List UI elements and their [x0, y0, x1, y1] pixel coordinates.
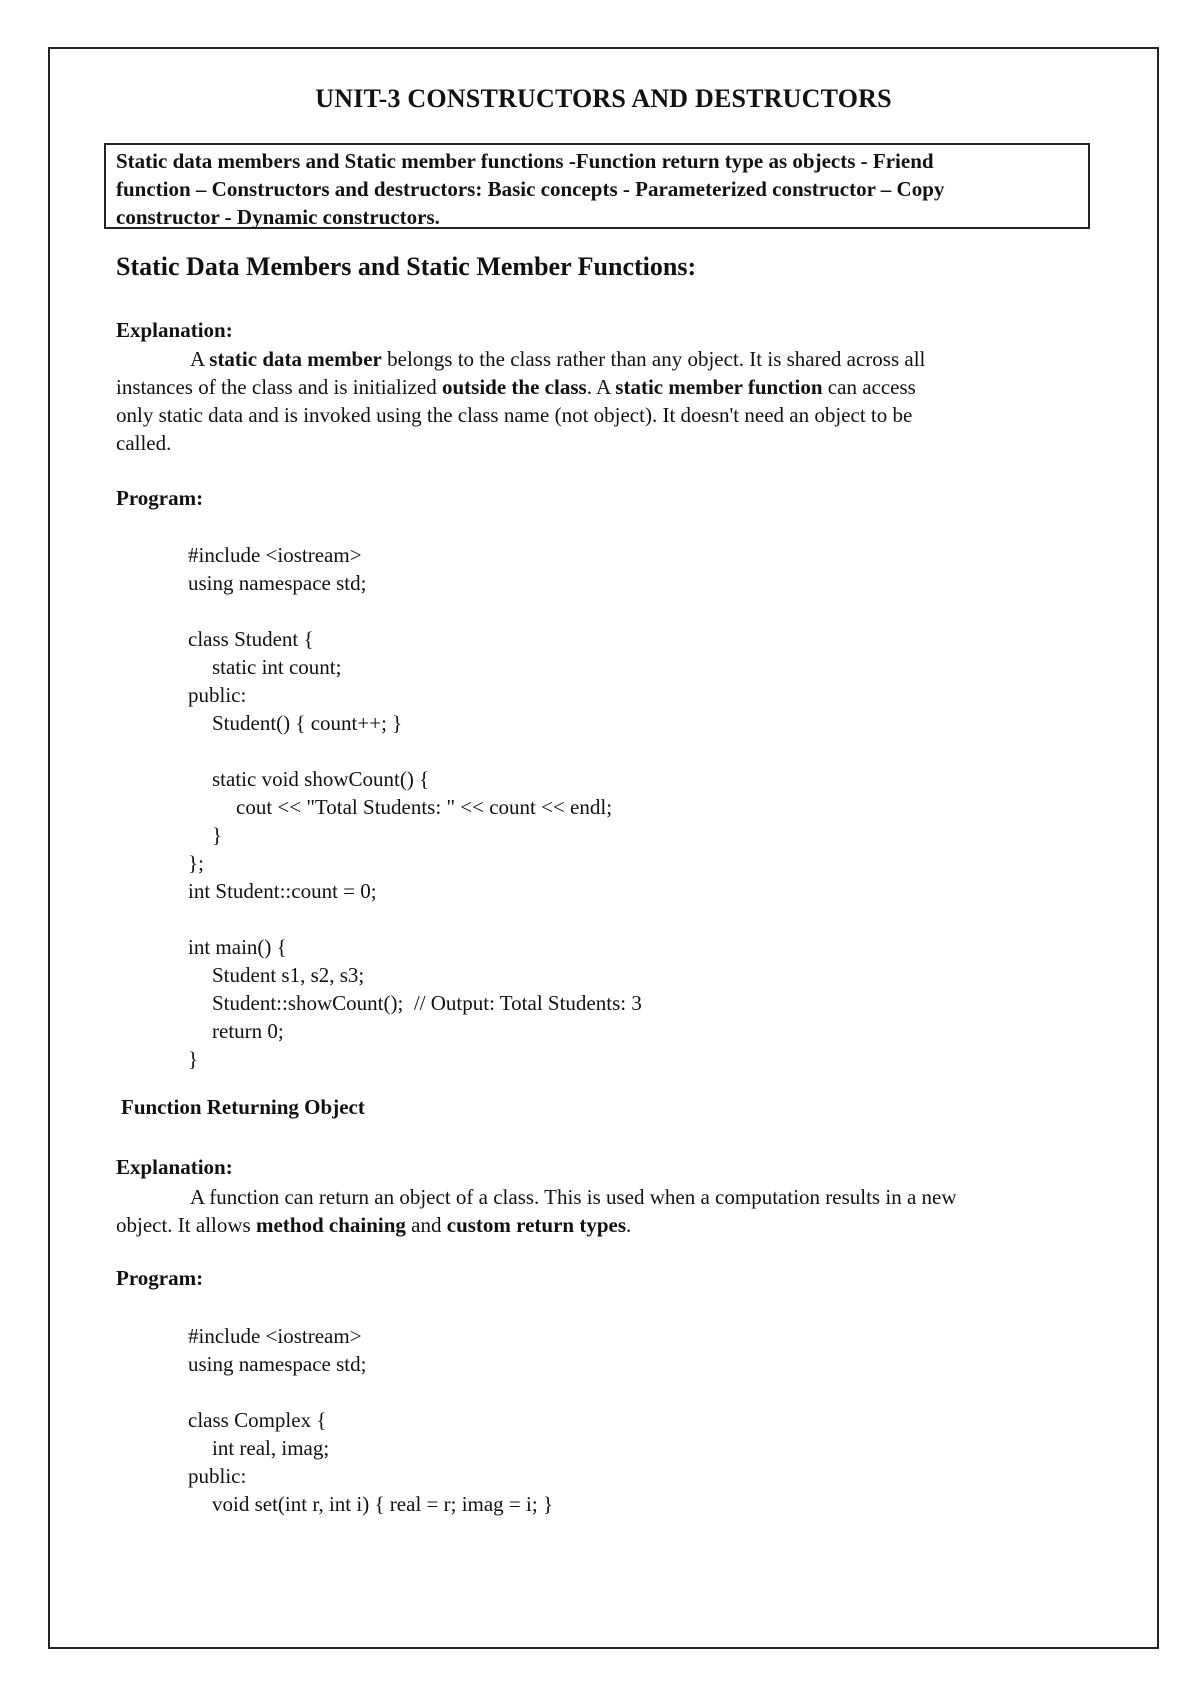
paragraph-line: called.: [116, 431, 172, 455]
code-line: [188, 597, 642, 625]
code-block-complex: [188, 1322, 553, 1518]
code-line: Student::showCount(); // Output: Total Students: 3: [212, 991, 642, 1015]
code-line: }: [188, 1047, 199, 1071]
code-line: int real, imag;: [212, 1436, 330, 1460]
code-line: static void showCount() {: [212, 767, 430, 791]
paragraph-line: instances of the class and is initialized outside the class. A static member function can access: [116, 375, 916, 399]
explanation-label: Explanation:: [116, 318, 233, 342]
paragraph-line: A function can return an object of a class. This is used when a computation results in a new: [190, 1185, 957, 1209]
program-label: Program:: [116, 1266, 204, 1290]
code-line: [188, 905, 642, 933]
code-line: class Student {: [188, 627, 314, 651]
code-line: #include <iostream>: [188, 1324, 362, 1348]
code-line: using namespace std;: [188, 1352, 367, 1376]
section-heading-function-returning-object: Function Returning Object: [121, 1095, 365, 1119]
section-heading-static-members: Static Data Members and Static Member Functions:: [116, 252, 697, 281]
code-line: class Complex {: [188, 1408, 327, 1432]
code-line: int Student::count = 0;: [188, 879, 377, 903]
program-label: Program:: [116, 486, 204, 510]
code-block-student: [188, 541, 642, 1073]
code-line: };: [188, 851, 204, 875]
explanation-label: Explanation:: [116, 1155, 233, 1179]
page-title: UNIT-3 CONSTRUCTORS AND DESTRUCTORS: [315, 84, 892, 113]
code-line: void set(int r, int i) { real = r; imag = i; }: [212, 1492, 554, 1516]
explanation-paragraph: [116, 345, 1091, 457]
syllabus-line: function – Constructors and destructors: Basic concepts - Parameterized constructor – Copy: [116, 177, 945, 201]
code-line: Student() { count++; }: [212, 711, 403, 735]
code-line: using namespace std;: [188, 571, 367, 595]
paragraph-line: only static data and is invoked using the class name (not object). It doesn't need an object to be: [116, 403, 913, 427]
code-line: return 0;: [212, 1019, 284, 1043]
code-line: #include <iostream>: [188, 543, 362, 567]
code-line: static int count;: [212, 655, 342, 679]
code-line: Student s1, s2, s3;: [212, 963, 365, 987]
code-line: [188, 1378, 553, 1406]
code-line: int main() {: [188, 935, 287, 959]
code-line: public:: [188, 683, 247, 707]
code-line: public:: [188, 1464, 247, 1488]
syllabus-box: [104, 143, 1090, 229]
code-line: [188, 737, 642, 765]
code-line: cout << "Total Students: " << count << endl;: [236, 795, 613, 819]
paragraph-line: object. It allows method chaining and custom return types.: [116, 1213, 632, 1237]
syllabus-line: Static data members and Static member functions -Function return type as objects - Friend: [116, 149, 934, 173]
paragraph-line: A static data member belongs to the class rather than any object. It is shared across all: [190, 347, 926, 371]
code-line: }: [212, 823, 223, 847]
syllabus-line: constructor - Dynamic constructors.: [116, 205, 440, 229]
explanation-paragraph: [116, 1183, 1091, 1239]
